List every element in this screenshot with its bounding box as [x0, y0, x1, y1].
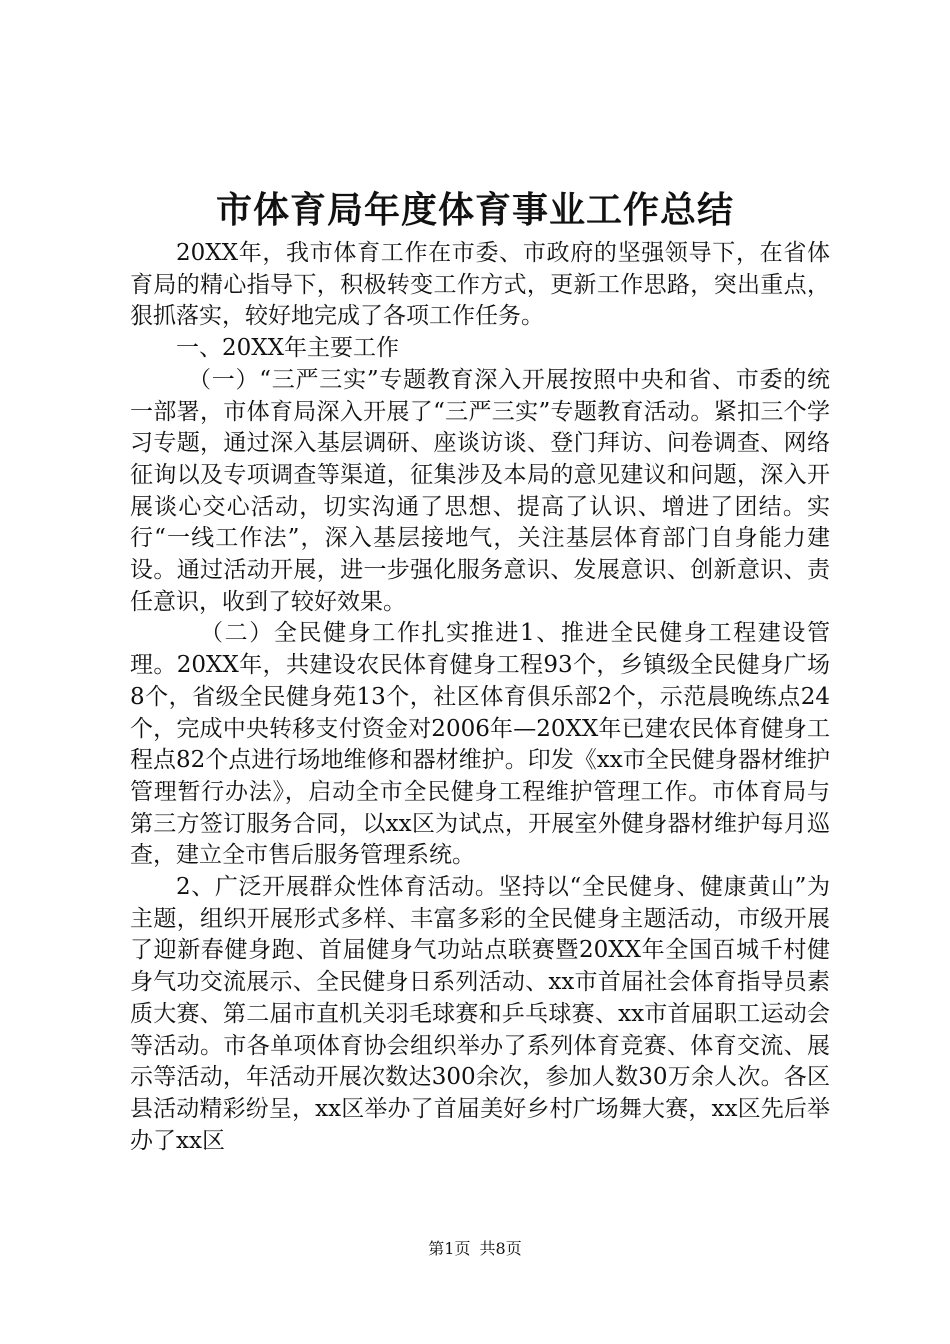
document-body: [130, 238, 830, 1157]
section-heading: 一、20XX年主要工作: [176, 335, 400, 362]
paragraph-fitness-projects: （二）全民健身工作扎实推进1、推进全民健身工程建设管理。20XX年，共建设农民体育健身工程93个，乡镇级全民健身广场8个，省级全民健身苑13个，社区体育俱乐部2个，示范晨晚练点24个，完成中央转移支付资金对2006年—20XX年已建农民体育健身工程点82个点进行场地维修和器材维护。印发《xx市全民健身器材维护管理暂行办法》，启动全市全民健身工程维护管理工作。市体育局与第三方签订服务合同，以xx区为试点，开展室外健身器材维护每月巡查，建立全市售后服务管理系统。: [130, 620, 830, 869]
page-footer: [0, 1238, 950, 1260]
page-total: 共8页: [479, 1239, 522, 1258]
paragraph-intro: 20XX年，我市体育工作在市委、市政府的坚强领导下，在省体育局的精心指导下，积极转变工作方式，更新工作思路，突出重点，狠抓落实，较好地完成了各项工作任务。: [130, 240, 830, 330]
paragraph-mass-sports: 2、广泛开展群众性体育活动。坚持以“全民健身、健康黄山”为主题，组织开展形式多样、丰富多彩的全民健身主题活动，市级开展了迎新春健身跑、首届健身气功站点联赛暨20XX年全国百城千村健身气功交流展示、全民健身日系列活动、xx市首届社会体育指导员素质大赛、第二届市直机关羽毛球赛和乒乓球赛、xx市首届职工运动会等活动。市各单项体育协会组织举办了系列体育竞赛、体育交流、展示等活动，年活动开展次数达300余次，参加人数30万余人次。各区县活动精彩纷呈，xx区举办了首届美好乡村广场舞大赛，xx区先后举办了xx区: [130, 874, 830, 1154]
page-title: 市体育局年度体育事业工作总结: [215, 189, 734, 231]
page-number: 第1页: [428, 1239, 471, 1258]
paragraph-sanyan-sanshi: （一）“三严三实”专题教育深入开展按照中央和省、市委的统一部署，市体育局深入开展了“三严三实”专题教育活动。紧扣三个学习专题，通过深入基层调研、座谈访谈、登门拜访、问卷调查、网络征询以及专项调查等渠道，征集涉及本局的意见建议和问题，深入开展谈心交心活动，切实沟通了思想、提高了认识、增进了团结。实行“一线工作法”，深入基层接地气，关注基层体育部门自身能力建设。通过活动开展，进一步强化服务意识、发展意识、创新意识、责任意识，收到了较好效果。: [130, 366, 830, 615]
